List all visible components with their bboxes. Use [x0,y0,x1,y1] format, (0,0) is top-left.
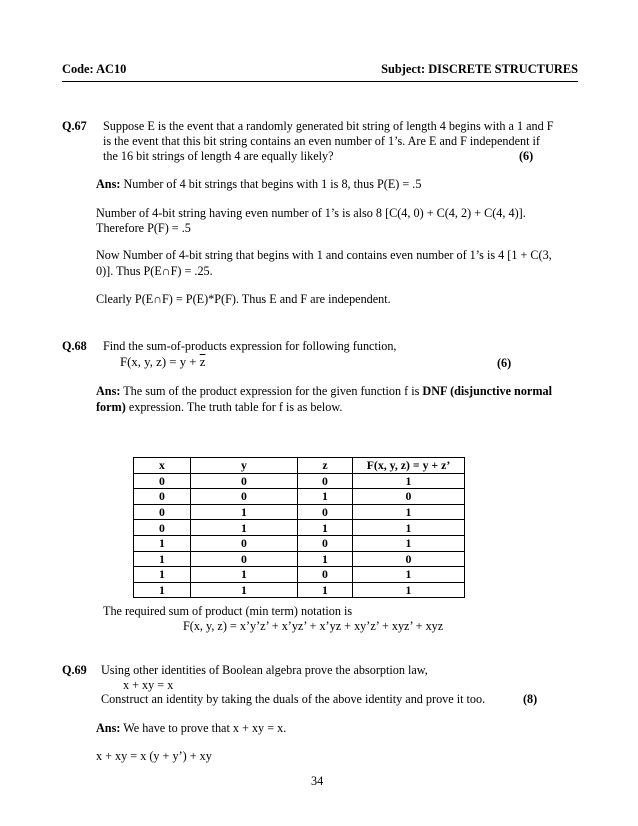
answer-line: Clearly P(E∩F) = P(E)*P(F). Thus E and F are independent. [96,292,391,306]
table-cell: 1 [191,567,298,583]
table-cell: 1 [134,535,191,551]
answer-line: 0)]. Thus P(E∩F) = .25. [96,264,213,278]
table-row [134,582,465,598]
question-text-line: the 16 bit strings of length 4 are equally likely? [103,149,334,163]
table-row [134,551,465,567]
table-cell: 1 [353,504,465,520]
answer-text: Number of 4 bit strings that begins with 1 is 8, thus P(E) = .5 [120,177,422,191]
table-cell: 0 [191,535,298,551]
header-code: Code: AC10 [62,62,127,76]
table-row [134,489,465,505]
question-marks: (8) [523,692,538,706]
table-cell: 0 [298,473,353,489]
minterm-expression: F(x, y, z) = x’y’z’ + x’yz’ + x’yz + xy’z’ + xyz’ + xyz [183,619,444,633]
column-header: y [191,458,298,474]
table-cell: 0 [191,473,298,489]
table-cell: 0 [298,567,353,583]
table-cell: 0 [191,551,298,567]
table-cell: 0 [134,489,191,505]
table-cell: 1 [191,504,298,520]
table-row [134,473,465,489]
header-subject: Subject: DISCRETE STRUCTURES [381,62,578,76]
table-row [134,504,465,520]
absorption-law: x + xy = x [123,678,174,692]
answer-line: Number of 4-bit string having even number of 1’s is also 8 [C(4, 0) + C(4, 2) + C(4, 4)]. [96,206,526,220]
table-cell: 0 [353,551,465,567]
function-formula: F(x, y, $z) = y + \overline{z}$ [120,355,206,369]
answer-label: Ans: [96,721,121,735]
table-cell: 1 [191,582,298,598]
truth-table [133,457,465,598]
table-cell: 0 [134,520,191,536]
table-row [134,535,465,551]
answer-line: Ans: We have to prove that x + xy = x. [96,721,287,735]
table-cell: 1 [298,551,353,567]
table-cell: 0 [134,504,191,520]
question-text-line: Construct an identity by taking the duals of the above identity and prove it too. [101,692,486,706]
table-cell: 0 [191,489,298,505]
answer-label: Ans: [96,384,121,398]
table-cell: 1 [134,551,191,567]
table-cell: 1 [353,473,465,489]
question-marks: (6) [519,149,534,163]
column-header: z [298,458,353,474]
table-cell: 1 [353,567,465,583]
question-text-line: Find the sum-of-products expression for following function, [103,339,397,353]
table-header-row [134,458,465,474]
answer-line: Therefore P(F) = .5 [96,221,191,235]
question-number: Q.67 [62,119,87,133]
answer-line: x + xy = x (y + y’) + xy [96,749,212,763]
table-cell: 1 [134,582,191,598]
table-cell: 1 [353,520,465,536]
table-cell: 0 [353,489,465,505]
column-header: x [134,458,191,474]
header-rule [62,81,578,82]
answer-line: Now Number of 4-bit string that begins with 1 and contains even number of 1’s is 4 [1 + C(3, [96,248,552,262]
z-complement: $\overline{z}$ [199,355,206,369]
table-row [134,520,465,536]
table-cell: 1 [298,582,353,598]
question-text-line: is the event that this bit string contains an even number of 1’s. Are E and F independent if [103,134,540,148]
table-cell: 0 [298,504,353,520]
table-cell: 1 [353,582,465,598]
answer-line [96,177,421,192]
page-number: 34 [311,774,324,788]
answer-label: Ans: [96,177,121,191]
table-cell: 1 [191,520,298,536]
answer-line: form) expression. The truth table for f is as below. [96,400,343,414]
question-number: Q.69 [62,663,87,677]
table-cell: 1 [298,489,353,505]
table-cell: 1 [353,535,465,551]
minterm-intro: The required sum of product (min term) notation is [103,604,353,618]
column-header: F(x, y, z) = y + z’ [353,458,465,474]
question-text-line: Suppose E is the event that a randomly generated bit string of length 4 begins with a 1 and F [103,119,554,133]
question-text-line: Using other identities of Boolean algebra prove the absorption law, [101,663,428,677]
table-cell: 1 [134,567,191,583]
question-number: Q.68 [62,339,87,353]
table-row [134,567,465,583]
answer-line: Ans: The sum of the product expression for the given function f is DNF (disjunctive normal [96,384,552,398]
table-cell: 0 [134,473,191,489]
table-cell: 1 [298,520,353,536]
question-marks: (6) [497,356,512,370]
table-cell: 0 [298,535,353,551]
